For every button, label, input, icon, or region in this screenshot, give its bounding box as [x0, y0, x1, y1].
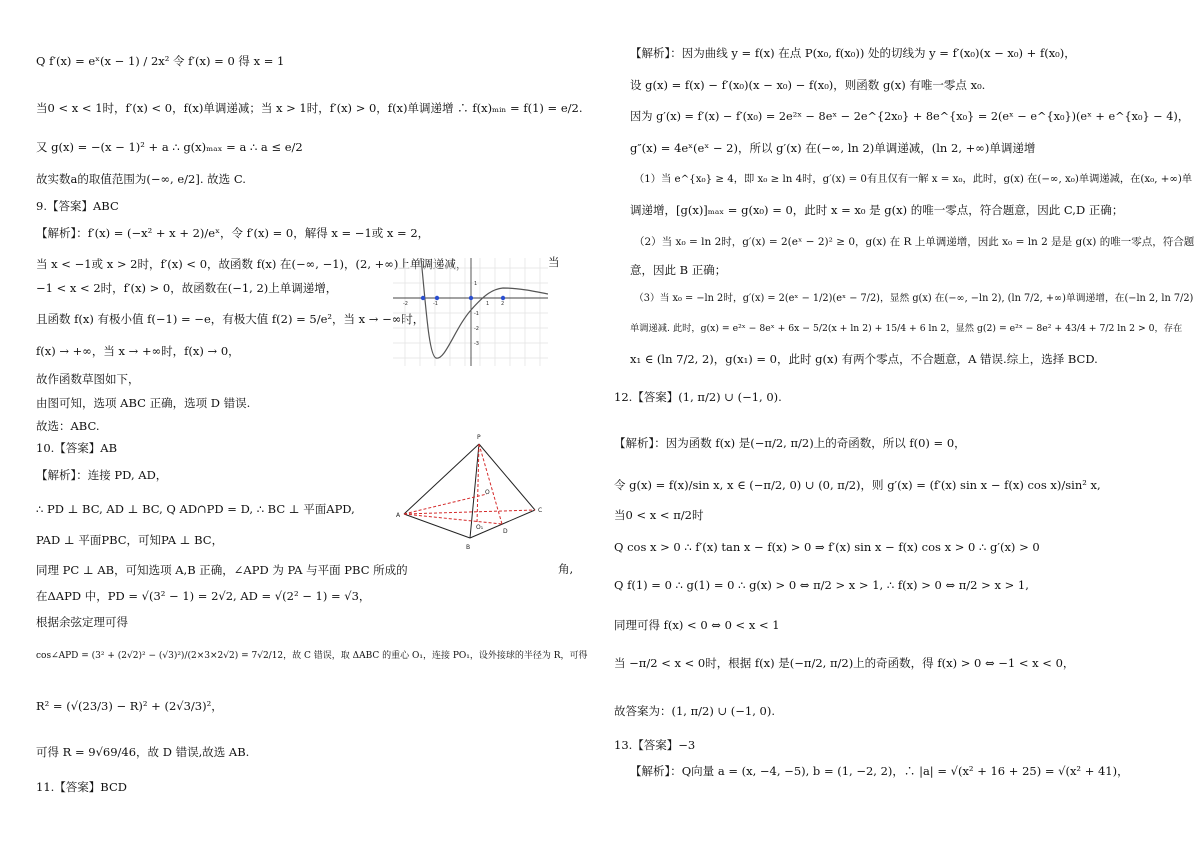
zero-point [421, 296, 425, 300]
text-line: f(x) → +∞，当 x → +∞时，f(x) → 0， [36, 344, 240, 358]
text-line: 因为 g′(x) = f′(x) − f′(x₀) = 2e²ˣ − 8eˣ − 2e^{2x₀} + 8e^{x₀} = 2(eˣ − e^{x₀})(eˣ + e^{x₀} − 4)， [630, 110, 1190, 123]
text-line: PAD ⊥ 平面PBC，可知PA ⊥ BC， [36, 533, 224, 547]
text-line: 当 −π/2 < x < 0时，根据 f(x) 是(−π/2, π/2)上的奇函数，得 f(x) > 0 ⇔ −1 < x < 0， [614, 656, 1075, 670]
text-line: 且函数 f(x) 有极小值 f(−1) = −e，有极大值 f(2) = 5/e²，当 x → −∞时， [36, 312, 425, 326]
text-line: 同理 PC ⊥ AB，可知选项 A,B 正确，∠APD 为 PA 与平面 PBC 所成的 [36, 563, 408, 577]
point-label: D [503, 528, 508, 535]
edge-PA [404, 444, 479, 514]
text-line: ∴ PD ⊥ BC, AD ⊥ BC, Q AD∩PD = D, ∴ BC ⊥ 平面APD, [36, 502, 355, 516]
text-line: 当0 < x < 1时，f′(x) < 0，f(x)单调递减；当 x > 1时，f′(x) > 0，f(x)单调递增 ∴ f(x)ₘᵢₙ = f(1) = e/2. [36, 101, 583, 115]
y-tick-label: -2 [474, 326, 479, 332]
x-tick-label: -2 [403, 301, 408, 307]
text-line: 【解析】：因为曲线 y = f(x) 在点 P(x₀, f(x₀)) 处的切线为 y = f′(x₀)(x − x₀) + f(x₀)， [630, 46, 1076, 60]
answer-heading: 12.【答案】(1, π/2) ∪ (−1, 0). [614, 390, 782, 404]
text-line: 令 g(x) = f(x)/sin x, x ∈ (−π/2, 0) ∪ (0, π/2)，则 g′(x) = (f′(x) sin x − f(x) cos x)/sin² x, [614, 478, 1101, 492]
text-line: 故实数a的取值范围为(−∞, e/2]. 故选 C. [36, 172, 246, 186]
text-line: 当0 < x < π/2时 [614, 508, 704, 522]
x-tick-label: -1 [433, 301, 438, 307]
text-line: 在ΔAPD 中，PD = √(3² − 1) = 2√2, AD = √(2² − 1) = √3， [36, 589, 371, 603]
text-fragment: 角, [558, 562, 574, 576]
vertex-label: P [477, 434, 481, 441]
text-line: 意，因此 B 正确； [630, 263, 727, 277]
zero-point [501, 296, 505, 300]
vertex-label: C [538, 507, 543, 514]
text-line: 故答案为：(1, π/2) ∪ (−1, 0). [614, 704, 776, 718]
y-tick-label: 1 [474, 281, 478, 287]
x-tick-label: 1 [486, 301, 490, 307]
text-line: Q f′(x) = eˣ(x − 1) / 2x² 令 f′(x) = 0 得 x = 1 [36, 54, 285, 68]
text-line: 由图可知，选项 ABC 正确，选项 D 错误. [36, 396, 251, 410]
text-line: 故作函数草图如下， [36, 372, 140, 386]
text-line: （1）当 e^{x₀} ≥ 4，即 x₀ ≥ ln 4时，g′(x) = 0有且仅有一解 x = x₀，此时，g(x) 在(−∞, x₀)单调递减，在(x₀, +∞)单 [634, 173, 1193, 185]
answer-heading: 13.【答案】−3 [614, 738, 696, 752]
x-tick-label: 2 [501, 301, 505, 307]
text-line: x₁ ∈ (ln 7/2, 2)，g(x₁) = 0，此时 g(x) 有两个零点，不合题意，A 错误.综上，选择 BCD. [630, 352, 1098, 366]
answer-heading: 10.【答案】AB [36, 441, 118, 455]
answer-heading: 9.【答案】ABC [36, 199, 119, 213]
text-line: 根据余弦定理可得 [36, 615, 128, 629]
text-line: −1 < x < 2时，f′(x) > 0，故函数在(−1, 2)上单调递增， [36, 281, 338, 295]
answer-heading: 11.【答案】BCD [36, 780, 127, 794]
pyramid-figure [392, 428, 552, 554]
text-line: Q cos x > 0 ∴ f′(x) tan x − f(x) > 0 ⇒ f′(x) sin x − f(x) cos x > 0 ∴ g′(x) > 0 [614, 540, 1040, 554]
text-line: 故选：ABC. [36, 419, 100, 433]
text-line: 又 g(x) = −(x − 1)² + a ∴ g(x)ₘₐₓ = a ∴ a ≤ e/2 [36, 140, 303, 154]
text-fragment: 当 [548, 255, 560, 269]
text-line: 调递增，[g(x)]ₘₐₓ = g(x₀) = 0，此时 x = x₀ 是 g(x) 的唯一零点，符合题意，因此 C,D 正确； [630, 203, 1124, 217]
text-line: 单调递减. 此时，g(x) = e²ˣ − 8eˣ + 6x − 5/2(x + ln 2) + 15/4 + 6 ln 2，显然 g(2) = e²ˣ − 8e² + 43/4 + 7/2 ln 2 > 0，存在 [630, 323, 1183, 334]
y-tick-label: -3 [474, 341, 479, 347]
zero-point [469, 296, 473, 300]
vertex-label: A [396, 512, 401, 519]
text-line: g″(x) = 4eˣ(eˣ − 2)，所以 g′(x) 在(−∞, ln 2)单调递减，(ln 2, +∞)单调递增 [630, 141, 1036, 155]
text-line: 同理可得 f(x) < 0 ⇔ 0 < x < 1 [614, 618, 780, 632]
text-line: 【解析】：f′(x) = (−x² + x + 2)/eˣ，令 f′(x) = 0，解得 x = −1或 x = 2， [36, 226, 430, 240]
vertex-label: B [466, 544, 471, 551]
text-line: 设 g(x) = f(x) − f′(x₀)(x − x₀) − f(x₀)，则函数 g(x) 有唯一零点 x₀. [630, 78, 986, 92]
y-tick-label: -1 [474, 311, 479, 317]
zero-point [435, 296, 439, 300]
point-label: O₁ [476, 524, 484, 531]
text-line: 可得 R = 9√69/46，故 D 错误,故选 AB. [36, 745, 250, 759]
segment-AO [404, 494, 487, 514]
text-line: 当 x < −1或 x > 2时，f′(x) < 0，故函数 f(x) 在(−∞, −1)，(2, +∞)上单调递减， [36, 257, 468, 271]
text-line: 【解析】：连接 PD, AD， [36, 468, 168, 482]
segment-PD [479, 444, 502, 524]
edge-AB [404, 514, 470, 538]
right-column [600, 0, 1200, 849]
edge-PC [479, 444, 535, 510]
text-line: （2）当 x₀ = ln 2时，g′(x) = 2(eˣ − 2)² ≥ 0，g(x) 在 R 上单调递增，因此 x₀ = ln 2 是是 g(x) 的唯一零点，符合题 [634, 236, 1195, 248]
text-line: cos∠APD = (3² + (2√2)² − (√3)²)/(2×3×2√2) = 7√2/12，故 C 错误，取 ΔABC 的重心 O₁，连接 PO₁，设外接球的半径为 R，可得 [36, 651, 588, 661]
point-label: O [485, 489, 490, 496]
text-line: 【解析】：因为函数 f(x) 是(−π/2, π/2)上的奇函数，所以 f(0) = 0， [614, 436, 966, 450]
text-line: （3）当 x₀ = −ln 2时，g′(x) = 2(eˣ − 1/2)(eˣ − 7/2)，显然 g(x) 在(−∞, −ln 2), (ln 7/2, +∞)单调递增，在(−ln 2, ln 7/2) [634, 293, 1194, 304]
text-line: 【解析】：Q向量 a = (x, −4, −5), b = (1, −2, 2)，∴ |a| = √(x² + 16 + 25) = √(x² + 41)， [630, 764, 1129, 778]
edge-AC [404, 510, 535, 514]
function-graph [393, 258, 548, 366]
text-line: Q f(1) = 0 ∴ g(1) = 0 ∴ g(x) > 0 ⇔ π/2 > x > 1, ∴ f(x) > 0 ⇔ π/2 > x > 1, [614, 578, 1029, 592]
text-line: R² = (√(23/3) − R)² + (2√3/3)²， [36, 699, 223, 713]
